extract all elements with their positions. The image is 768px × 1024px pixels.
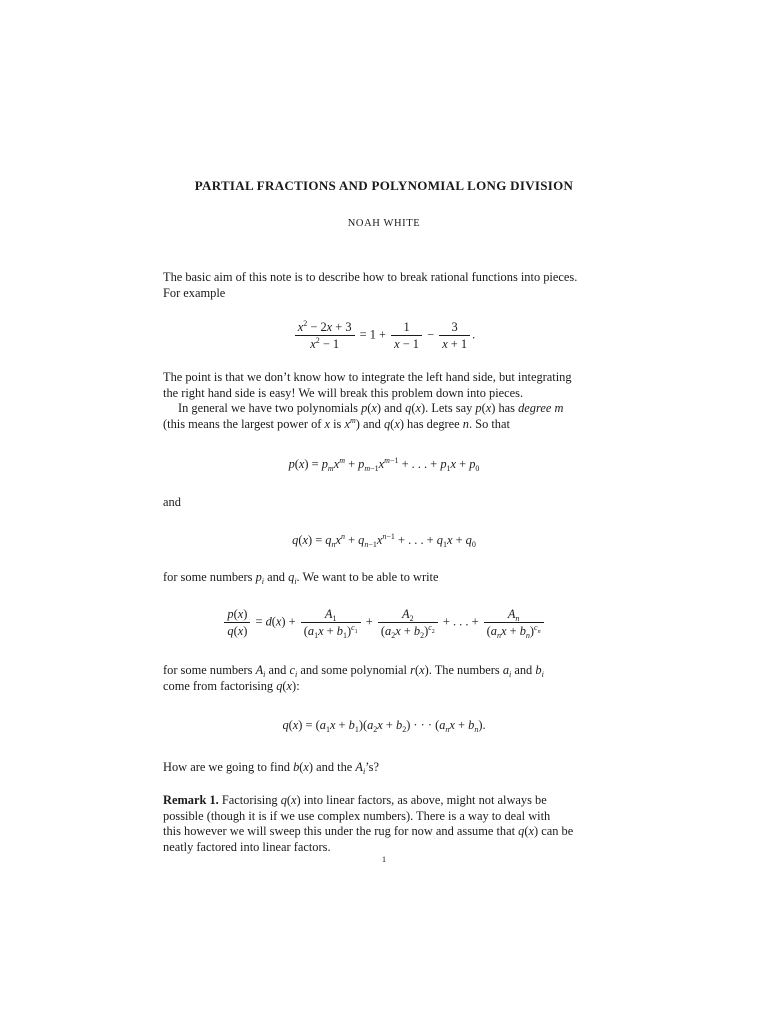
remark-label: Remark 1. xyxy=(163,793,219,807)
for-some-numbers-1: for some numbers $p_i$ and $q_i$. We want to be able to write xyxy=(163,570,439,586)
equation-decomposition: $\frac{p(x)}{q(x)}$ = d(x) + $\frac{A_1}{(a_1x + b_1)^{c_1}}$ + $\frac{A_2}{(a_2x + b_2)^{c_2}}$ + . . . + $\frac{A_n}{(a_nx + b_n)^{c_n}}$ xyxy=(0,607,768,638)
body-paragraph-2 xyxy=(163,370,627,432)
para2-line-1: The point is that we don’t know how to integrate the left hand side, but integrating xyxy=(163,370,572,384)
equation-example: $\frac{x^2 - 2x + 3}{x^2 - 1}$ = 1 + $\frac{1}{x - 1}$ − $\frac{3}{x + 1}$ . xyxy=(0,320,768,351)
para2-line-2: the right hand side is easy! We will break this problem down into pieces. xyxy=(163,385,524,400)
remark-1: Remark 1. Factorising q(x) into linear factors, as above, might not always be possible (though it is if we use complex numbers). There is a way to deal with this however we will sweep this under the rug for now and assume that q(x) can be neatly factored into linear factors. xyxy=(163,793,574,854)
question-line: How are we going to find b(x) and the $A_i’s$? xyxy=(163,760,379,776)
document-title: PARTIAL FRACTIONS AND POLYNOMIAL LONG DIVISION xyxy=(194,178,574,193)
document-author: NOAH WHITE xyxy=(347,218,421,229)
equation-q: $q(x) = q_nx^n + q_{n-1}x^{n-1}$ + . . . + $q_1x + q_0$ xyxy=(292,532,476,549)
intro-line-2: For example xyxy=(163,285,226,300)
para3-line-1: In general we have two polynomials p(x) and q(x). Lets say p(x) has degree m xyxy=(178,401,564,415)
equation-p: $p(x) = p_mx^m + p_{m-1}x^{m-1}$ + . . . + $p_1x + p_0$ xyxy=(288,456,480,473)
page-number: 1 xyxy=(381,854,387,864)
intro-paragraph xyxy=(163,270,627,301)
degree-emphasis: degree xyxy=(518,401,552,415)
for-some-numbers-2: for some numbers $A_i$ and $c_i$ and some polynomial r(x). The numbers $a_i$ and $b_i$ come from factorising q(x): xyxy=(163,663,544,693)
intro-line-1: The basic aim of this note is to describe how to break rational functions into pieces. xyxy=(163,270,578,284)
equation-factorisation: $q(x) = (a_1x + b_1)(a_2x + b_2)$ · · · $(a_nx + b_n)$. xyxy=(282,718,486,734)
para3-line-2: (this means the largest power of x is $x^m$) and q(x) has degree n. So that xyxy=(163,415,510,431)
and-text: and xyxy=(163,495,181,509)
